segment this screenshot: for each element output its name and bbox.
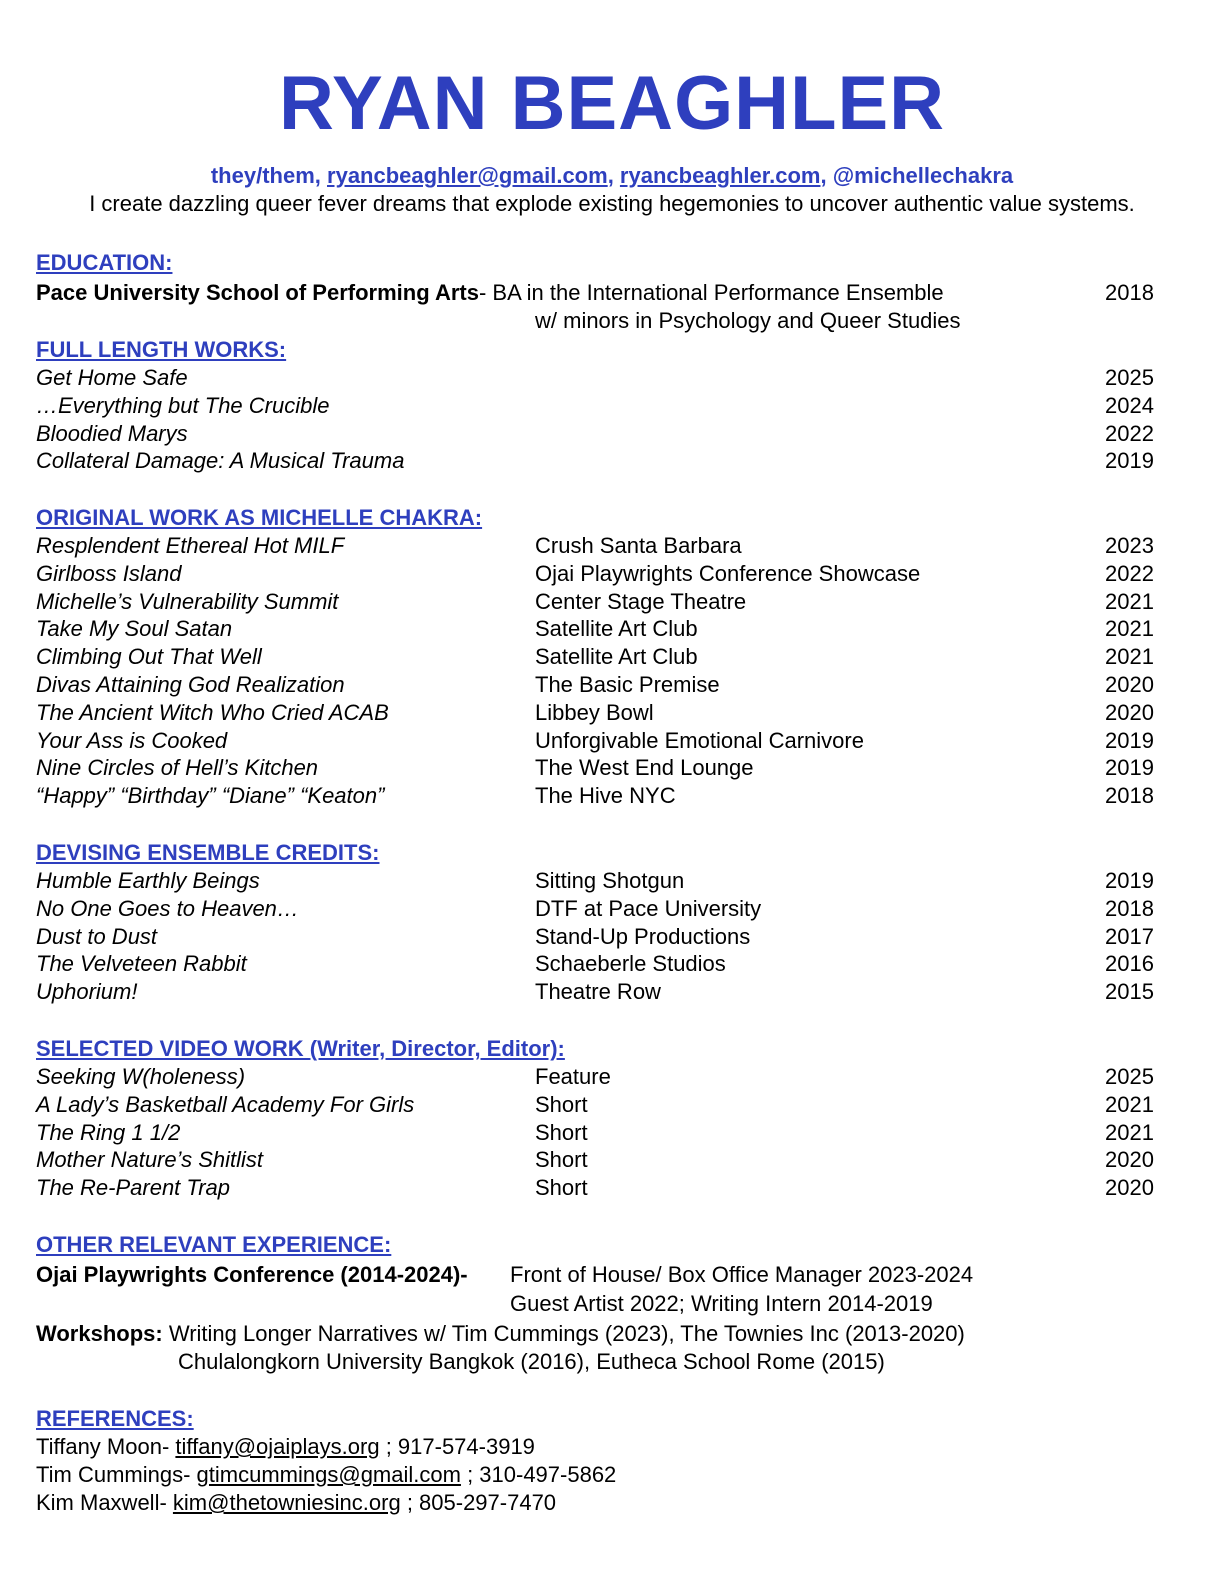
work-year: 2020	[1105, 699, 1154, 725]
work-year: 2018	[1105, 783, 1154, 809]
work-year: 2021	[1105, 1091, 1154, 1117]
work-year: 2018	[1105, 895, 1154, 921]
work-venue: Unforgivable Emotional Carnivore	[535, 727, 864, 753]
work-year: 2016	[1105, 951, 1154, 977]
workshops-label: Workshops:	[36, 1321, 163, 1346]
original-work-row	[0, 727, 1224, 755]
references-heading: REFERENCES:	[36, 1406, 194, 1431]
work-title: …Everything but The Crucible	[36, 392, 330, 418]
work-title: Nine Circles of Hell’s Kitchen	[36, 755, 319, 781]
education-heading: EDUCATION:	[36, 250, 173, 275]
full-length-row	[0, 447, 1224, 475]
work-title: No One Goes to Heaven…	[36, 895, 299, 921]
video-row	[0, 1119, 1224, 1147]
work-year: 2021	[1105, 1119, 1154, 1145]
work-title: Climbing Out That Well	[36, 644, 262, 670]
work-venue: Crush Santa Barbara	[535, 533, 742, 558]
work-title: Resplendent Ethereal Hot MILF	[36, 533, 345, 558]
work-year: 2019	[1105, 755, 1154, 781]
reference-phone: ; 805-297-7470	[406, 1490, 557, 1515]
work-year: 2021	[1105, 588, 1154, 614]
work-venue: Short	[535, 1147, 588, 1173]
devising-row	[0, 867, 1224, 895]
video-heading: SELECTED VIDEO WORK (Writer, Director, Editor):	[36, 1036, 565, 1061]
ojai-line-1: Front of House/ Box Office Manager 2023-2024	[510, 1262, 974, 1287]
contact-line: they/them, ryancbeaghler@gmail.com, ryancbeaghler.com, @michellechakra	[210, 163, 1014, 188]
work-venue: Libbey Bowl	[535, 699, 654, 725]
work-year: 2025	[1105, 365, 1154, 390]
work-title: Dust to Dust	[36, 923, 158, 949]
work-title: Divas Attaining God Realization	[36, 672, 345, 697]
video-row	[0, 1146, 1224, 1174]
work-venue: Satellite Art Club	[535, 616, 698, 642]
education-year: 2018	[1105, 280, 1154, 305]
reference-email-link[interactable]: gtimcummings@gmail.com	[196, 1462, 461, 1487]
work-year: 2021	[1105, 616, 1154, 642]
work-title: Humble Earthly Beings	[36, 868, 260, 893]
original-work-row	[0, 588, 1224, 616]
work-title: Seeking W(holeness)	[36, 1064, 246, 1089]
reference-name: Tiffany Moon-	[36, 1434, 170, 1459]
work-year: 2017	[1105, 923, 1154, 949]
work-year: 2021	[1105, 644, 1154, 670]
original-work-row	[0, 754, 1224, 782]
original-work-row	[0, 671, 1224, 699]
original-work-row	[0, 643, 1224, 671]
work-title: The Velveteen Rabbit	[36, 951, 247, 977]
reference-name: Kim Maxwell-	[36, 1490, 167, 1515]
work-venue: Stand-Up Productions	[535, 923, 751, 949]
ojai-line-2: Guest Artist 2022; Writing Intern 2014-2019	[510, 1291, 933, 1316]
work-year: 2015	[1105, 979, 1154, 1005]
work-venue: Feature	[535, 1064, 611, 1089]
reference-phone: ; 310-497-5862	[467, 1462, 617, 1487]
work-venue: The West End Lounge	[535, 755, 754, 781]
devising-heading: DEVISING ENSEMBLE CREDITS:	[36, 840, 380, 865]
work-year: 2022	[1105, 420, 1154, 446]
work-title: Uphorium!	[36, 979, 138, 1005]
work-year: 2020	[1105, 672, 1154, 697]
work-venue: Satellite Art Club	[535, 644, 698, 670]
work-venue: Center Stage Theatre	[535, 588, 747, 614]
work-title: “Happy” “Birthday” “Diane” “Keaton”	[36, 783, 385, 809]
work-year: 2025	[1105, 1064, 1154, 1089]
work-venue: Short	[535, 1175, 588, 1201]
full-length-row	[0, 420, 1224, 448]
original-work-row	[0, 615, 1224, 643]
reference-name: Tim Cummings-	[36, 1462, 191, 1487]
workshops-line-1	[36, 1320, 965, 1348]
original-work-row	[0, 699, 1224, 727]
work-year: 2023	[1105, 533, 1154, 558]
work-venue: The Basic Premise	[535, 672, 720, 697]
work-title: A Lady’s Basketball Academy For Girls	[36, 1091, 415, 1117]
education-degree: - BA in the International Performance Ensemble	[478, 280, 944, 305]
work-venue: Schaeberle Studios	[535, 951, 726, 977]
work-title: The Ring 1 1/2	[36, 1119, 181, 1145]
ojai-label: Ojai Playwrights Conference (2014-2024)-	[36, 1262, 468, 1287]
education-minors: w/ minors in Psychology and Queer Studies	[535, 308, 961, 333]
work-year: 2019	[1105, 727, 1154, 753]
work-title: Take My Soul Satan	[36, 616, 233, 642]
work-venue: Theatre Row	[535, 979, 661, 1005]
work-title: The Re-Parent Trap	[36, 1175, 231, 1201]
work-title: Your Ass is Cooked	[36, 727, 228, 753]
devising-row	[0, 895, 1224, 923]
work-year: 2019	[1105, 868, 1154, 893]
website-link[interactable]: ryancbeaghler.com	[619, 163, 821, 188]
reference-email-link[interactable]: tiffany@ojaiplays.org	[175, 1434, 380, 1459]
work-year: 2022	[1105, 560, 1154, 586]
video-row	[0, 1174, 1224, 1202]
pronouns: they/them,	[210, 163, 321, 188]
workshops-text-1: Writing Longer Narratives w/ Tim Cummings (2023), The Townies Inc (2013-2020)	[168, 1321, 965, 1346]
devising-row	[0, 923, 1224, 951]
education-line	[36, 279, 944, 307]
work-venue: DTF at Pace University	[535, 895, 762, 921]
video-row	[0, 1063, 1224, 1091]
work-venue: Sitting Shotgun	[535, 868, 685, 893]
reference-phone: ; 917-574-3919	[385, 1434, 535, 1459]
workshops-line-2: Chulalongkorn University Bangkok (2016), Eutheca School Rome (2015)	[178, 1349, 885, 1374]
original-work-row	[0, 782, 1224, 810]
reference-email-link[interactable]: kim@thetowniesinc.org	[172, 1490, 401, 1515]
work-title: Collateral Damage: A Musical Trauma	[36, 448, 405, 474]
original-work-heading: ORIGINAL WORK AS MICHELLE CHAKRA:	[36, 505, 483, 530]
work-venue: Short	[535, 1091, 588, 1117]
work-title: Michelle’s Vulnerability Summit	[36, 588, 339, 614]
video-row	[0, 1091, 1224, 1119]
work-venue: The Hive NYC	[535, 783, 676, 809]
work-year: 2019	[1105, 448, 1154, 474]
work-year: 2024	[1105, 392, 1154, 418]
reference-row	[36, 1489, 556, 1517]
education-school: Pace University School of Performing Arts	[36, 280, 479, 305]
work-title: Bloodied Marys	[36, 420, 188, 446]
original-work-row	[0, 560, 1224, 588]
reference-row	[36, 1433, 535, 1461]
work-year: 2020	[1105, 1175, 1154, 1201]
work-year: 2020	[1105, 1147, 1154, 1173]
experience-heading: OTHER RELEVANT EXPERIENCE:	[36, 1232, 392, 1257]
work-title: Girlboss Island	[36, 560, 182, 586]
reference-row	[36, 1461, 616, 1489]
full-length-heading: FULL LENGTH WORKS:	[36, 337, 287, 362]
work-venue: Short	[535, 1119, 588, 1145]
full-length-row	[0, 364, 1224, 392]
resume-name: RYAN BEAGHLER	[278, 61, 946, 146]
full-length-row	[0, 392, 1224, 420]
work-title: Mother Nature’s Shitlist	[36, 1147, 264, 1173]
work-venue: Ojai Playwrights Conference Showcase	[535, 560, 921, 586]
social-handle: @michellechakra	[832, 163, 1014, 188]
devising-row	[0, 950, 1224, 978]
devising-row	[0, 978, 1224, 1006]
work-title: Get Home Safe	[36, 365, 188, 390]
email-link[interactable]: ryancbeaghler@gmail.com	[327, 163, 608, 188]
tagline: I create dazzling queer fever dreams that explode existing hegemonies to uncover authentic value systems.	[89, 191, 1135, 216]
work-title: The Ancient Witch Who Cried ACAB	[36, 699, 389, 725]
original-work-row	[0, 532, 1224, 560]
